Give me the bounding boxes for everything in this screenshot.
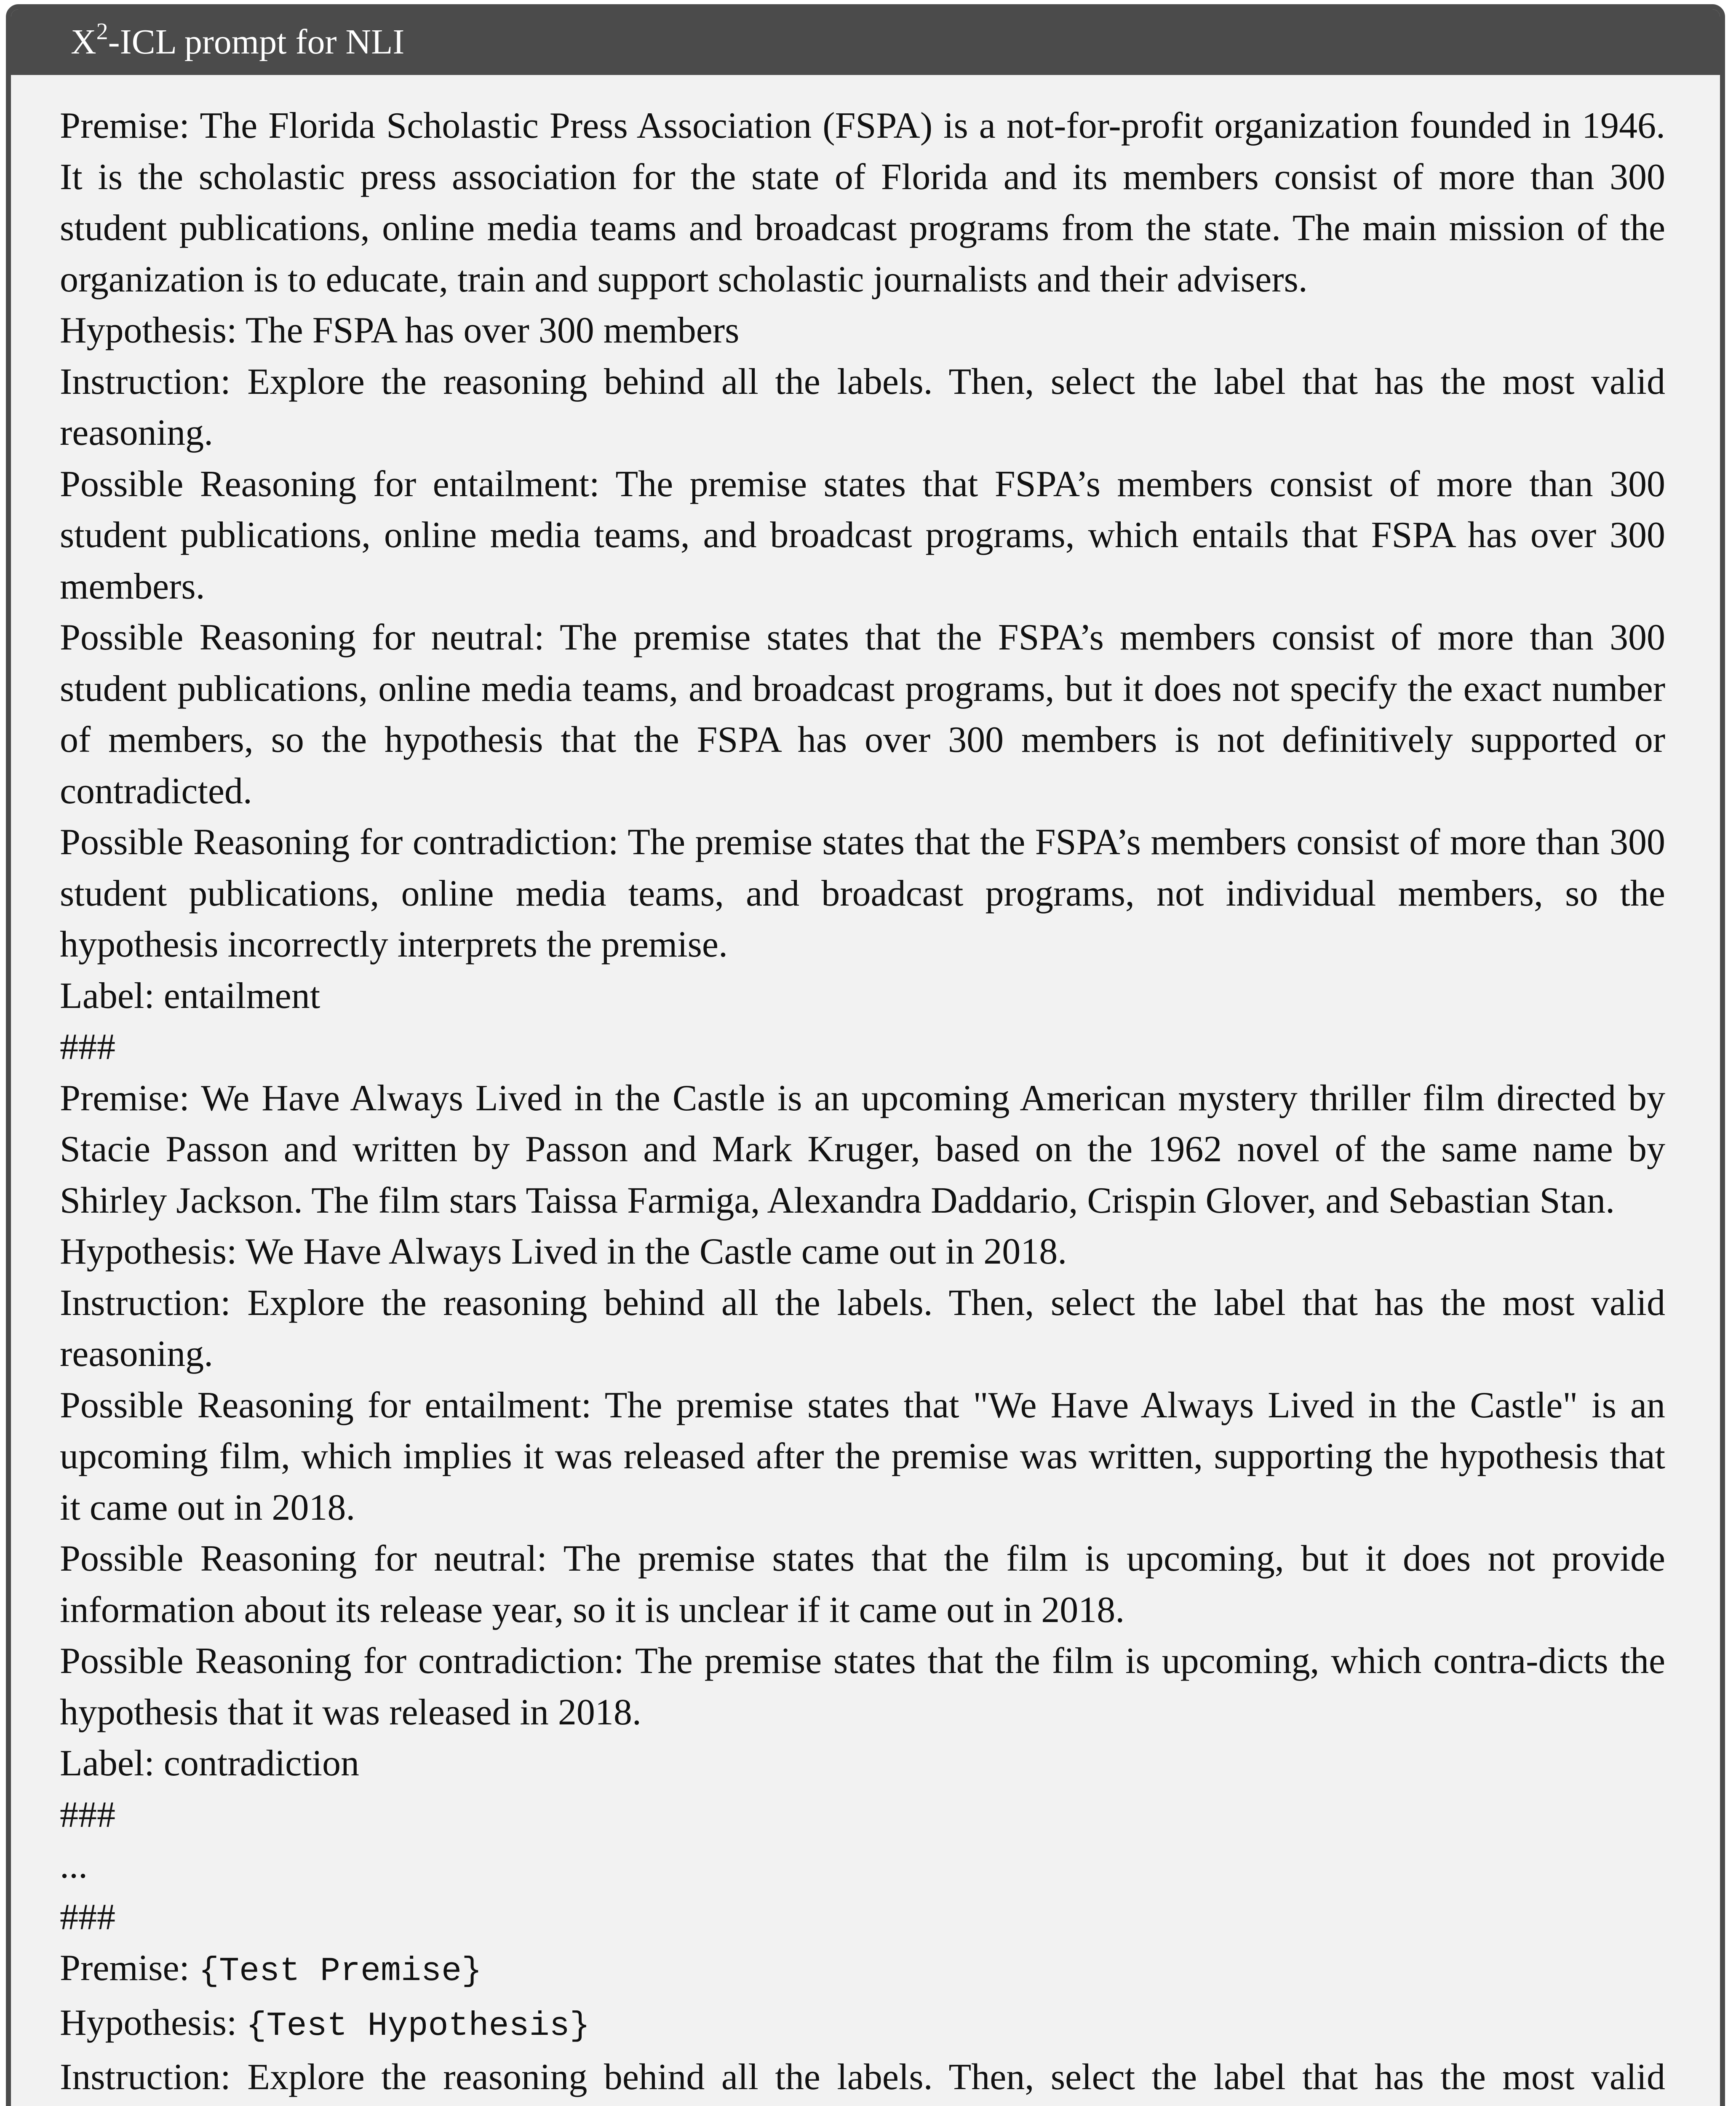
example1-reasoning-neutral: Possible Reasoning for neutral: The premise states that the FSPA’s members consist of more than 300 student publications, online media teams, and broadcast programs, but it does not specify the exact number of members, so the hypothesis that the FSPA has over 300 members is not definitively supported or contradicted. bbox=[60, 617, 1665, 812]
example2-instruction: Instruction: Explore the reasoning behind all the labels. Then, select the label that has the most valid reasoning. bbox=[60, 1282, 1665, 1374]
example1-instruction: Instruction: Explore the reasoning behind all the labels. Then, select the label that has the most valid reasoning. bbox=[60, 361, 1665, 453]
separator-3: ### bbox=[60, 1896, 115, 1938]
title-suffix: -ICL prompt for NLI bbox=[108, 22, 405, 61]
ellipsis: ... bbox=[60, 1845, 88, 1886]
test-premise bbox=[60, 1943, 1665, 1997]
title-superscript: 2 bbox=[96, 19, 108, 45]
example1-reasoning-entailment: Possible Reasoning for entailment: The premise states that FSPA’s members consist of more than 300 student publications, online media teams, and broadcast programs, which entails that FSPA has over 300 members. bbox=[60, 463, 1665, 607]
separator-1: ### bbox=[60, 1026, 115, 1067]
example1-hypothesis: Hypothesis: The FSPA has over 300 members bbox=[60, 310, 740, 351]
example2-reasoning-entailment: Possible Reasoning for entailment: The premise states that "We Have Always Lived in the Castle" is an upcoming film, which implies it was released after the premise was written, supporting the hypothesis that it came out in 2018. bbox=[60, 1384, 1665, 1528]
test-hypothesis-placeholder: {Test Hypothesis} bbox=[246, 2007, 590, 2045]
example2-label: Label: contradiction bbox=[60, 1743, 360, 1784]
separator-2: ### bbox=[60, 1794, 115, 1835]
test-premise-label: Premise: bbox=[60, 1948, 199, 1988]
example2-reasoning-neutral: Possible Reasoning for neutral: The premise states that the film is upcoming, but it does not provide information about its release year, so it is unclear if it came out in 2018. bbox=[60, 1538, 1665, 1630]
example2-premise: Premise: We Have Always Lived in the Castle is an upcoming American mystery thriller film directed by Stacie Passon and written by Passon and Mark Kruger, based on the 1962 novel of the same name by Shirley Jackson. The film stars Taissa Farmiga, Alexandra Daddario, Crispin Glover, and Sebastian Stan. bbox=[60, 1077, 1665, 1221]
test-hypothesis bbox=[60, 1997, 1665, 2052]
example1-premise: Premise: The Florida Scholastic Press Association (FSPA) is a not-for-profit organization founded in 1946. It is the scholastic press association for the state of Florida and its members consist of more than 300 student publications, online media teams and broadcast programs from the state. The main mission of the organization is to educate, train and support scholastic journalists and their advisers. bbox=[60, 105, 1665, 300]
title-prefix: X bbox=[71, 22, 96, 61]
test-premise-placeholder: {Test Premise} bbox=[198, 1952, 482, 1991]
example1-reasoning-contradiction: Possible Reasoning for contradiction: The premise states that the FSPA’s members consist of more than 300 student publications, online media teams, and broadcast programs, not individual members, so the hypothesis incorrectly interprets the premise. bbox=[60, 822, 1665, 965]
example2-reasoning-contradiction: Possible Reasoning for contradiction: The premise states that the film is upcoming, which contra-dicts the hypothesis that it was released in 2018. bbox=[60, 1641, 1665, 1733]
test-instruction: Instruction: Explore the reasoning behind all the labels. Then, select the label that has the most valid bbox=[60, 2057, 1665, 2098]
prompt-title bbox=[11, 9, 1720, 75]
prompt-content bbox=[60, 100, 1665, 2106]
test-hypothesis-label: Hypothesis: bbox=[60, 2002, 246, 2043]
example2-hypothesis: Hypothesis: We Have Always Lived in the Castle came out in 2018. bbox=[60, 1231, 1067, 1272]
example1-label: Label: entailment bbox=[60, 975, 320, 1016]
